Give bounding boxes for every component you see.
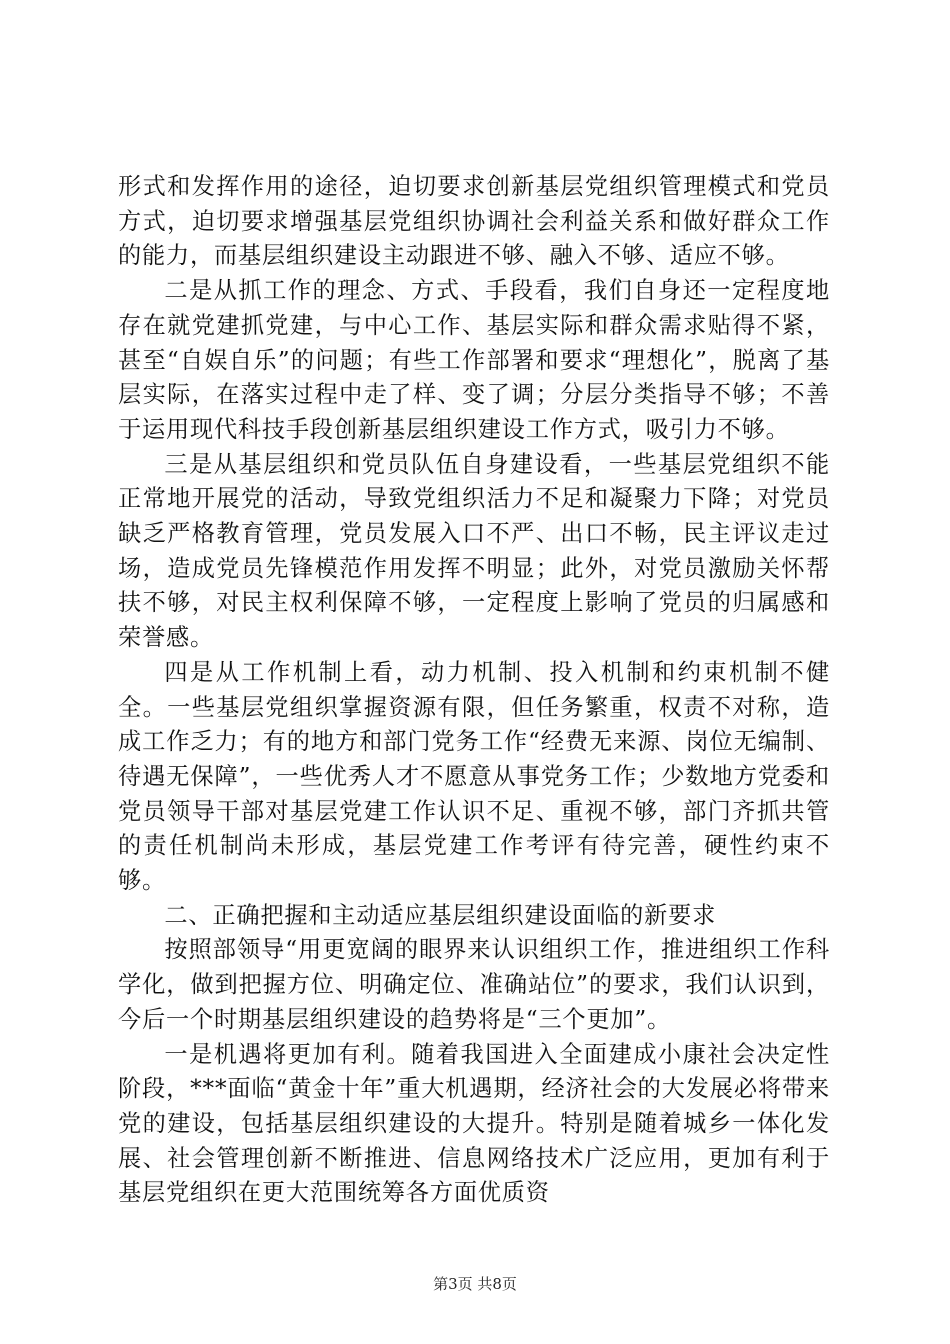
paragraph-5: 按照部领导“用更宽阔的眼界来认识组织工作，推进组织工作科学化，做到把握方位、明确定位、准确站位”的要求，我们认识到，今后一个时期基层组织建设的趋势将是“三个更加”。 [118,936,830,1033]
paragraph-1: 形式和发挥作用的途径，迫切要求创新基层党组织管理模式和党员方式，迫切要求增强基层党组织协调社会利益关系和做好群众工作的能力，而基层组织建设主动跟进不够、融入不够、适应不够。 [118,173,830,270]
paragraph-3: 三是从基层组织和党员队伍自身建设看，一些基层党组织不能正常地开展党的活动，导致党组织活力不足和凝聚力下降；对党员缺乏严格教育管理，党员发展入口不严、出口不畅，民主评议走过场，造成党员先锋模范作用发挥不明显；此外，对党员激励关怀帮扶不够，对民主权利保障不够，一定程度上影响了党员的归属感和荣誉感。 [118,450,830,652]
page-footer: 第3页 共8页 [433,1275,517,1293]
paragraph-2: 二是从抓工作的理念、方式、手段看，我们自身还一定程度地存在就党建抓党建，与中心工作、基层实际和群众需求贴得不紧，甚至“自娱自乐”的问题；有些工作部署和要求“理想化”，脱离了基层实际，在落实过程中走了样、变了调；分层分类指导不够；不善于运用现代科技手段创新基层组织建设工作方式，吸引力不够。 [118,277,830,443]
paragraph-6: 一是机遇将更加有利。随着我国进入全面建成小康社会决定性阶段，***面临“黄金十年”重大机遇期，经济社会的大发展必将带来党的建设，包括基层组织建设的大提升。特别是随着城乡一体化发展、社会管理创新不断推进、信息网络技术广泛应用，更加有利于基层党组织在更大范围统筹各方面优质资 [118,1040,830,1207]
paragraph-4: 四是从工作机制上看，动力机制、投入机制和约束机制不健全。一些基层党组织掌握资源有限，但任务繁重，权责不对称，造成工作乏力；有的地方和部门党务工作“经费无来源、岗位无编制、待遇无保障”，一些优秀人才不愿意从事党务工作；少数地方党委和党员领导干部对基层党建工作认识不足、重视不够，部门齐抓共管的责任机制尚未形成，基层党建工作考评有待完善，硬性约束不够。 [118,658,830,895]
document-body [118,170,830,1211]
section-heading: 二、正确把握和主动适应基层组织建设面临的新要求 [164,901,717,929]
